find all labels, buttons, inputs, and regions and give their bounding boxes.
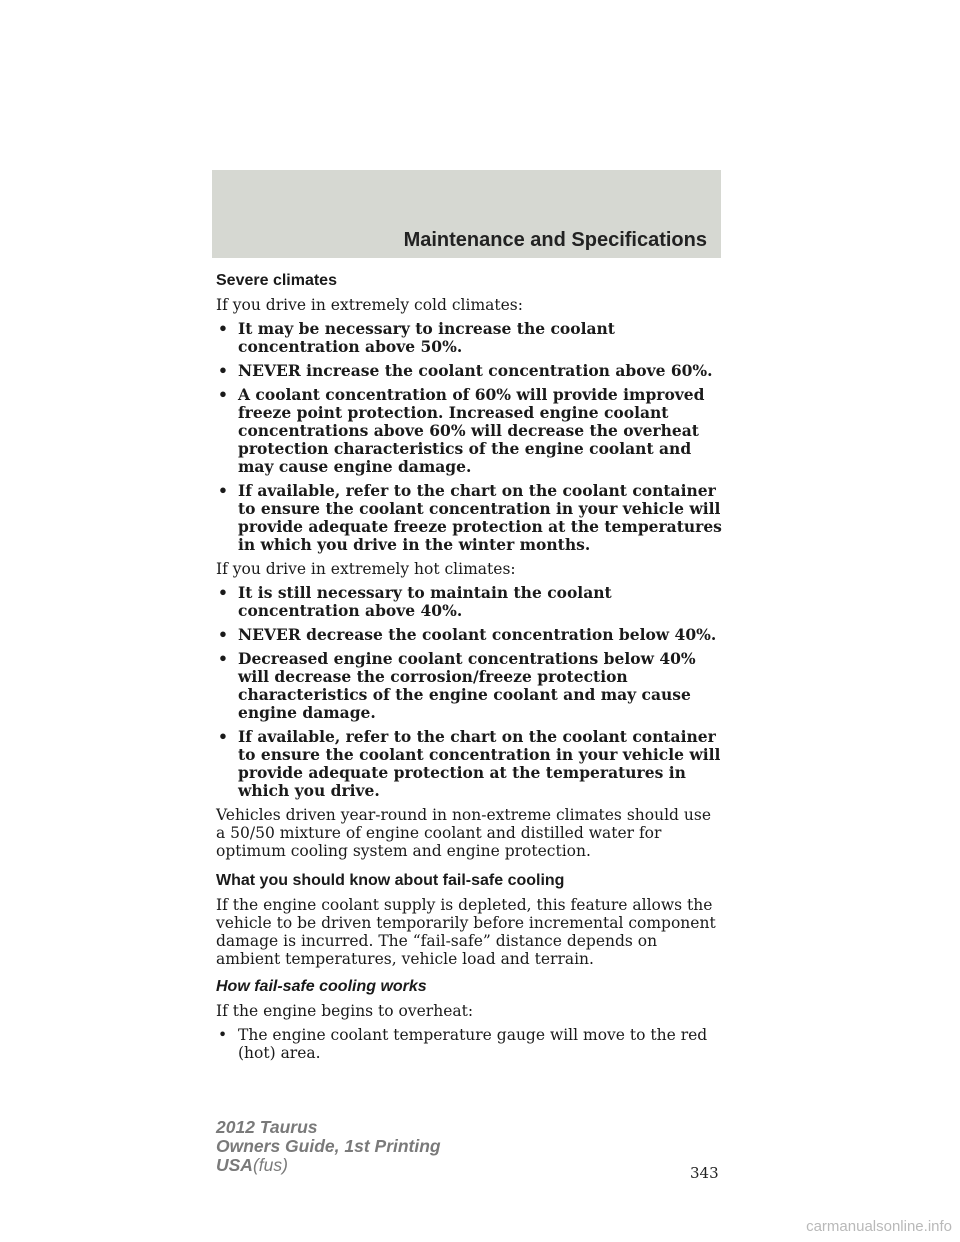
bullet-glyph: • xyxy=(218,319,228,338)
bullet-glyph: • xyxy=(218,649,228,668)
heading-how-fail-safe-works: How fail-safe cooling works xyxy=(216,978,427,995)
hot-climate-list xyxy=(216,584,722,800)
list-item: • If available, refer to the chart on the coolant container to ensure the coolant concentration in your vehicle will provide adequate freeze protection at the temperatures in which you drive in the winter months. xyxy=(218,481,722,554)
page-content xyxy=(216,272,722,1068)
bullet-glyph: • xyxy=(218,385,228,404)
list-item: • Decreased engine coolant concentrations below 40% will decrease the corrosion/freeze protection characteristics of the engine coolant and may cause engine damage. xyxy=(218,649,696,722)
bullet-glyph: • xyxy=(218,1026,228,1044)
bullet-glyph: • xyxy=(218,481,228,500)
list-item: • If available, refer to the chart on the coolant container to ensure the coolant concentration in your vehicle will provide adequate protection at the temperatures in which you drive. xyxy=(218,727,721,800)
list-item: • It is still necessary to maintain the coolant concentration above 40%. xyxy=(218,583,612,620)
watermark-link[interactable]: carmanualsonline.info xyxy=(806,1218,952,1235)
footer-model: 2012 Taurus xyxy=(216,1117,318,1137)
bullet-glyph: • xyxy=(218,727,228,746)
overheat-list xyxy=(216,1026,722,1062)
overheat-intro: If the engine begins to overheat: xyxy=(216,1002,474,1020)
cold-climate-list xyxy=(216,320,722,554)
bullet-glyph: • xyxy=(218,583,228,602)
non-extreme-paragraph: Vehicles driven year-round in non-extreme climates should use a 50/50 mixture of engine coolant and distilled water for optimum cooling system and engine protection. xyxy=(216,806,711,860)
list-item: • The engine coolant temperature gauge will move to the red (hot) area. xyxy=(218,1026,708,1062)
footer-market-code: (fus) xyxy=(252,1155,288,1175)
list-item: • It may be necessary to increase the coolant concentration above 50%. xyxy=(218,319,615,356)
bullet-glyph: • xyxy=(218,625,228,644)
list-item: • A coolant concentration of 60% will provide improved freeze point protection. Increased engine coolant concentrations above 60% will decrease the overheat protection characteristics of the engine coolant and may cause engine damage. xyxy=(218,385,705,476)
fail-safe-paragraph: If the engine coolant supply is depleted, this feature allows the vehicle to be driven temporarily before incremental component damage is incurred. The “fail-safe” distance depends on ambient temperatures, vehicle load and terrain. xyxy=(216,896,716,968)
footer-edition: Owners Guide, 1st Printing xyxy=(216,1136,441,1156)
cold-climate-intro: If you drive in extremely cold climates: xyxy=(216,296,523,314)
page-number: 343 xyxy=(690,1164,719,1182)
list-item: • NEVER decrease the coolant concentration below 40%. xyxy=(218,625,717,644)
heading-fail-safe-cooling: What you should know about fail-safe cooling xyxy=(216,872,565,889)
bullet-glyph: • xyxy=(218,361,228,380)
section-title: Maintenance and Specifications xyxy=(403,229,707,251)
footer-market: USA(fus) xyxy=(216,1155,288,1175)
print-footer xyxy=(216,1118,441,1175)
list-item: • NEVER increase the coolant concentration above 60%. xyxy=(218,361,713,380)
heading-severe-climates: Severe climates xyxy=(216,272,337,289)
hot-climate-intro: If you drive in extremely hot climates: xyxy=(216,560,516,578)
section-header-band xyxy=(212,170,721,258)
